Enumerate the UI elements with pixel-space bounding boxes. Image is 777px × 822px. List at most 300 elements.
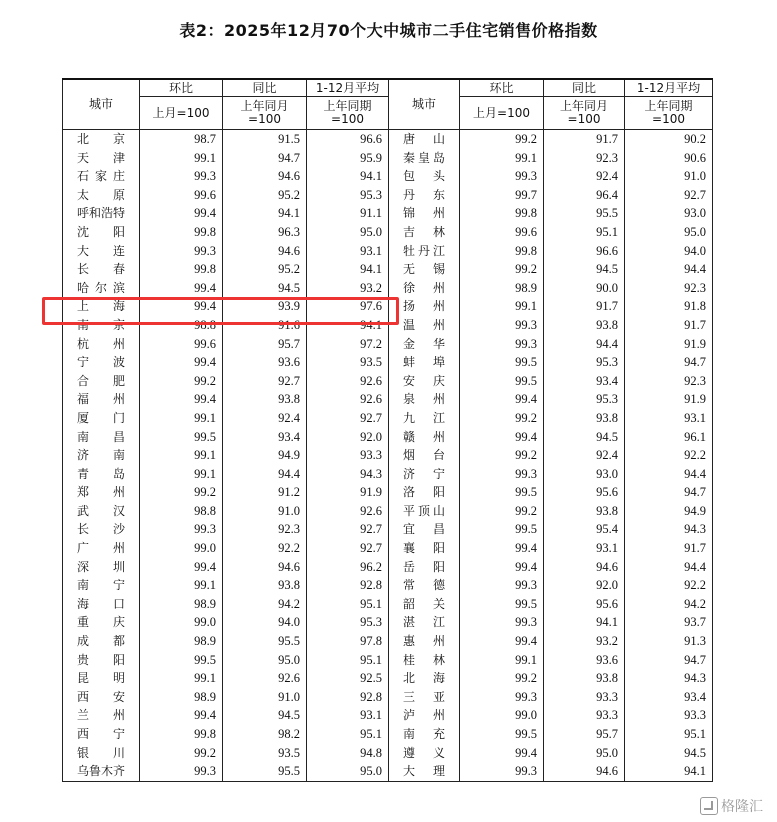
right-avg-cell: 91.7 bbox=[625, 316, 713, 335]
left-avg-cell: 92.5 bbox=[307, 669, 389, 688]
header-yoy-left: 同比 bbox=[223, 79, 307, 97]
table-row bbox=[63, 465, 713, 484]
left-yoy-cell: 95.7 bbox=[223, 335, 307, 354]
left-avg-cell: 92.6 bbox=[307, 372, 389, 391]
right-city-cell: 洛阳 bbox=[389, 483, 460, 502]
right-yoy-cell: 92.4 bbox=[544, 446, 625, 465]
left-city-cell: 西宁 bbox=[63, 725, 140, 744]
right-mom-cell: 99.3 bbox=[460, 167, 544, 186]
highlight-box bbox=[42, 297, 399, 325]
left-avg-cell: 95.0 bbox=[307, 762, 389, 781]
right-city-cell: 无锡 bbox=[389, 260, 460, 279]
right-yoy-cell: 93.4 bbox=[544, 372, 625, 391]
left-city-cell: 郑州 bbox=[63, 483, 140, 502]
right-yoy-cell: 95.3 bbox=[544, 390, 625, 409]
left-mom-cell: 99.4 bbox=[140, 390, 223, 409]
left-yoy-cell: 94.4 bbox=[223, 465, 307, 484]
right-yoy-cell: 92.3 bbox=[544, 149, 625, 168]
table-row bbox=[63, 502, 713, 521]
left-mom-cell: 99.4 bbox=[140, 204, 223, 223]
left-city-cell: 厦门 bbox=[63, 409, 140, 428]
table-row bbox=[63, 651, 713, 670]
header-city-right: 城市 bbox=[389, 79, 460, 130]
table-row bbox=[63, 335, 713, 354]
left-yoy-cell: 92.3 bbox=[223, 520, 307, 539]
left-mom-cell: 99.1 bbox=[140, 149, 223, 168]
left-city-cell: 南宁 bbox=[63, 576, 140, 595]
right-mom-cell: 99.3 bbox=[460, 576, 544, 595]
left-yoy-cell: 94.6 bbox=[223, 167, 307, 186]
table-body bbox=[63, 130, 713, 782]
left-yoy-cell: 95.0 bbox=[223, 651, 307, 670]
right-avg-cell: 94.4 bbox=[625, 558, 713, 577]
left-mom-cell: 99.1 bbox=[140, 669, 223, 688]
right-yoy-cell: 91.7 bbox=[544, 297, 625, 316]
left-city-cell: 沈阳 bbox=[63, 223, 140, 242]
left-mom-cell: 99.4 bbox=[140, 279, 223, 298]
left-yoy-cell: 92.6 bbox=[223, 669, 307, 688]
right-yoy-cell: 95.6 bbox=[544, 595, 625, 614]
right-yoy-cell: 94.4 bbox=[544, 335, 625, 354]
right-mom-cell: 99.1 bbox=[460, 149, 544, 168]
right-yoy-cell: 93.3 bbox=[544, 706, 625, 725]
left-yoy-cell: 93.9 bbox=[223, 297, 307, 316]
right-avg-cell: 94.3 bbox=[625, 520, 713, 539]
right-avg-cell: 94.9 bbox=[625, 502, 713, 521]
right-city-cell: 温州 bbox=[389, 316, 460, 335]
left-yoy-cell: 94.5 bbox=[223, 279, 307, 298]
right-mom-cell: 99.7 bbox=[460, 186, 544, 205]
table-title: 表2：2025年12月70个大中城市二手住宅销售价格指数 bbox=[179, 21, 598, 40]
right-yoy-cell: 95.6 bbox=[544, 483, 625, 502]
right-mom-cell: 99.5 bbox=[460, 483, 544, 502]
table-row bbox=[63, 409, 713, 428]
right-yoy-cell: 95.4 bbox=[544, 520, 625, 539]
left-yoy-cell: 94.6 bbox=[223, 558, 307, 577]
left-mom-cell: 99.8 bbox=[140, 725, 223, 744]
header-mom-right: 环比 bbox=[460, 79, 544, 97]
left-avg-cell: 93.3 bbox=[307, 446, 389, 465]
left-avg-cell: 93.1 bbox=[307, 706, 389, 725]
table-row bbox=[63, 260, 713, 279]
right-city-cell: 吉林 bbox=[389, 223, 460, 242]
right-avg-cell: 91.9 bbox=[625, 335, 713, 354]
right-yoy-cell: 96.6 bbox=[544, 242, 625, 261]
right-city-cell: 徐州 bbox=[389, 279, 460, 298]
left-mom-cell: 99.2 bbox=[140, 744, 223, 763]
right-yoy-cell: 93.8 bbox=[544, 669, 625, 688]
left-mom-cell: 99.4 bbox=[140, 558, 223, 577]
right-yoy-cell: 93.8 bbox=[544, 409, 625, 428]
left-mom-cell: 98.9 bbox=[140, 632, 223, 651]
left-city-cell: 济南 bbox=[63, 446, 140, 465]
right-mom-cell: 99.3 bbox=[460, 613, 544, 632]
left-mom-cell: 99.8 bbox=[140, 260, 223, 279]
right-city-cell: 扬州 bbox=[389, 297, 460, 316]
watermark-text: 格隆汇 bbox=[721, 799, 763, 815]
left-yoy-cell: 91.0 bbox=[223, 502, 307, 521]
right-avg-cell: 90.2 bbox=[625, 130, 713, 149]
left-mom-cell: 99.2 bbox=[140, 372, 223, 391]
right-avg-cell: 92.3 bbox=[625, 279, 713, 298]
left-mom-cell: 99.2 bbox=[140, 483, 223, 502]
right-avg-cell: 94.1 bbox=[625, 762, 713, 781]
left-avg-cell: 91.9 bbox=[307, 483, 389, 502]
left-avg-cell: 96.6 bbox=[307, 130, 389, 149]
left-yoy-cell: 93.6 bbox=[223, 353, 307, 372]
right-avg-cell: 94.7 bbox=[625, 353, 713, 372]
left-mom-cell: 99.4 bbox=[140, 353, 223, 372]
left-avg-cell: 95.1 bbox=[307, 651, 389, 670]
left-yoy-cell: 98.2 bbox=[223, 725, 307, 744]
left-city-cell: 北京 bbox=[63, 130, 140, 149]
right-mom-cell: 99.4 bbox=[460, 428, 544, 447]
left-avg-cell: 92.7 bbox=[307, 539, 389, 558]
right-yoy-cell: 93.8 bbox=[544, 316, 625, 335]
table-row bbox=[63, 520, 713, 539]
right-mom-cell: 99.5 bbox=[460, 725, 544, 744]
left-mom-cell: 99.5 bbox=[140, 428, 223, 447]
right-city-cell: 遵义 bbox=[389, 744, 460, 763]
right-mom-cell: 99.4 bbox=[460, 390, 544, 409]
left-avg-cell: 93.1 bbox=[307, 242, 389, 261]
left-avg-cell: 92.6 bbox=[307, 390, 389, 409]
right-avg-cell: 95.1 bbox=[625, 725, 713, 744]
left-city-cell: 广州 bbox=[63, 539, 140, 558]
left-yoy-cell: 95.5 bbox=[223, 762, 307, 781]
right-avg-cell: 91.7 bbox=[625, 539, 713, 558]
right-city-cell: 秦皇岛 bbox=[389, 149, 460, 168]
right-avg-cell: 93.7 bbox=[625, 613, 713, 632]
left-yoy-cell: 95.2 bbox=[223, 260, 307, 279]
left-avg-cell: 92.0 bbox=[307, 428, 389, 447]
left-avg-cell: 94.3 bbox=[307, 465, 389, 484]
left-yoy-cell: 94.0 bbox=[223, 613, 307, 632]
header-yoy-sub-left: 上年同月 =100 bbox=[223, 97, 307, 130]
left-mom-cell: 98.8 bbox=[140, 316, 223, 335]
right-avg-cell: 92.7 bbox=[625, 186, 713, 205]
right-yoy-cell: 93.2 bbox=[544, 632, 625, 651]
right-city-cell: 泉州 bbox=[389, 390, 460, 409]
table-row bbox=[63, 744, 713, 763]
left-yoy-cell: 94.7 bbox=[223, 149, 307, 168]
table-row bbox=[63, 167, 713, 186]
header-city-left: 城市 bbox=[63, 79, 140, 130]
right-yoy-cell: 95.1 bbox=[544, 223, 625, 242]
left-mom-cell: 99.1 bbox=[140, 446, 223, 465]
left-city-cell: 南昌 bbox=[63, 428, 140, 447]
left-yoy-cell: 93.5 bbox=[223, 744, 307, 763]
right-avg-cell: 94.5 bbox=[625, 744, 713, 763]
left-yoy-cell: 94.1 bbox=[223, 204, 307, 223]
left-yoy-cell: 91.0 bbox=[223, 688, 307, 707]
right-yoy-cell: 93.6 bbox=[544, 651, 625, 670]
left-avg-cell: 94.1 bbox=[307, 316, 389, 335]
right-mom-cell: 99.8 bbox=[460, 242, 544, 261]
left-yoy-cell: 96.3 bbox=[223, 223, 307, 242]
right-mom-cell: 99.2 bbox=[460, 130, 544, 149]
left-avg-cell: 91.1 bbox=[307, 204, 389, 223]
left-mom-cell: 98.7 bbox=[140, 130, 223, 149]
table-row bbox=[63, 539, 713, 558]
right-mom-cell: 99.3 bbox=[460, 688, 544, 707]
left-city-cell: 哈尔滨 bbox=[63, 279, 140, 298]
left-avg-cell: 97.2 bbox=[307, 335, 389, 354]
right-mom-cell: 99.3 bbox=[460, 465, 544, 484]
right-mom-cell: 99.3 bbox=[460, 762, 544, 781]
right-city-cell: 惠州 bbox=[389, 632, 460, 651]
right-mom-cell: 99.2 bbox=[460, 446, 544, 465]
right-city-cell: 湛江 bbox=[389, 613, 460, 632]
right-avg-cell: 90.6 bbox=[625, 149, 713, 168]
right-city-cell: 包头 bbox=[389, 167, 460, 186]
right-city-cell: 桂林 bbox=[389, 651, 460, 670]
right-city-cell: 金华 bbox=[389, 335, 460, 354]
left-city-cell: 杭州 bbox=[63, 335, 140, 354]
left-mom-cell: 99.3 bbox=[140, 242, 223, 261]
left-mom-cell: 99.4 bbox=[140, 297, 223, 316]
table-row bbox=[63, 204, 713, 223]
right-yoy-cell: 94.5 bbox=[544, 260, 625, 279]
right-city-cell: 三亚 bbox=[389, 688, 460, 707]
right-mom-cell: 99.6 bbox=[460, 223, 544, 242]
left-mom-cell: 99.0 bbox=[140, 613, 223, 632]
right-city-cell: 常德 bbox=[389, 576, 460, 595]
left-city-cell: 贵阳 bbox=[63, 651, 140, 670]
right-mom-cell: 99.5 bbox=[460, 372, 544, 391]
left-city-cell: 武汉 bbox=[63, 502, 140, 521]
table-row bbox=[63, 242, 713, 261]
left-mom-cell: 99.5 bbox=[140, 651, 223, 670]
right-mom-cell: 99.4 bbox=[460, 744, 544, 763]
left-avg-cell: 95.3 bbox=[307, 613, 389, 632]
table-row bbox=[63, 372, 713, 391]
table-row bbox=[63, 706, 713, 725]
gelonghui-logo-icon bbox=[700, 797, 718, 815]
left-city-cell: 昆明 bbox=[63, 669, 140, 688]
right-city-cell: 平顶山 bbox=[389, 502, 460, 521]
left-yoy-cell: 95.5 bbox=[223, 632, 307, 651]
left-avg-cell: 96.2 bbox=[307, 558, 389, 577]
right-mom-cell: 99.2 bbox=[460, 502, 544, 521]
left-mom-cell: 98.9 bbox=[140, 688, 223, 707]
left-yoy-cell: 91.6 bbox=[223, 316, 307, 335]
right-city-cell: 岳阳 bbox=[389, 558, 460, 577]
left-city-cell: 上海 bbox=[63, 297, 140, 316]
right-city-cell: 赣州 bbox=[389, 428, 460, 447]
right-avg-cell: 93.1 bbox=[625, 409, 713, 428]
header-mom-left: 环比 bbox=[140, 79, 223, 97]
right-yoy-cell: 90.0 bbox=[544, 279, 625, 298]
header-avg-sub-left: 上年同期 =100 bbox=[307, 97, 389, 130]
right-mom-cell: 99.8 bbox=[460, 204, 544, 223]
left-mom-cell: 99.6 bbox=[140, 335, 223, 354]
left-avg-cell: 95.0 bbox=[307, 223, 389, 242]
right-city-cell: 牡丹江 bbox=[389, 242, 460, 261]
header-avg-left: 1-12月平均 bbox=[307, 79, 389, 97]
right-mom-cell: 99.2 bbox=[460, 669, 544, 688]
table-row bbox=[63, 186, 713, 205]
left-avg-cell: 94.1 bbox=[307, 167, 389, 186]
table-row bbox=[63, 595, 713, 614]
right-yoy-cell: 91.7 bbox=[544, 130, 625, 149]
right-yoy-cell: 95.3 bbox=[544, 353, 625, 372]
right-avg-cell: 94.3 bbox=[625, 669, 713, 688]
left-city-cell: 银川 bbox=[63, 744, 140, 763]
right-city-cell: 济宁 bbox=[389, 465, 460, 484]
left-city-cell: 成都 bbox=[63, 632, 140, 651]
left-yoy-cell: 93.8 bbox=[223, 390, 307, 409]
right-mom-cell: 99.5 bbox=[460, 353, 544, 372]
left-yoy-cell: 94.9 bbox=[223, 446, 307, 465]
right-avg-cell: 91.0 bbox=[625, 167, 713, 186]
left-city-cell: 南京 bbox=[63, 316, 140, 335]
right-city-cell: 大理 bbox=[389, 762, 460, 781]
left-yoy-cell: 94.6 bbox=[223, 242, 307, 261]
left-avg-cell: 94.8 bbox=[307, 744, 389, 763]
right-city-cell: 韶关 bbox=[389, 595, 460, 614]
right-avg-cell: 94.4 bbox=[625, 260, 713, 279]
left-avg-cell: 92.8 bbox=[307, 688, 389, 707]
table-header bbox=[63, 79, 713, 130]
left-yoy-cell: 92.7 bbox=[223, 372, 307, 391]
right-avg-cell: 92.2 bbox=[625, 446, 713, 465]
table-row bbox=[63, 613, 713, 632]
left-yoy-cell: 92.4 bbox=[223, 409, 307, 428]
right-mom-cell: 99.5 bbox=[460, 520, 544, 539]
right-city-cell: 锦州 bbox=[389, 204, 460, 223]
left-mom-cell: 99.1 bbox=[140, 409, 223, 428]
right-avg-cell: 93.3 bbox=[625, 706, 713, 725]
right-mom-cell: 99.2 bbox=[460, 409, 544, 428]
left-mom-cell: 98.8 bbox=[140, 502, 223, 521]
right-yoy-cell: 95.7 bbox=[544, 725, 625, 744]
left-avg-cell: 92.7 bbox=[307, 520, 389, 539]
left-yoy-cell: 91.2 bbox=[223, 483, 307, 502]
right-mom-cell: 99.5 bbox=[460, 595, 544, 614]
left-city-cell: 乌鲁木齐 bbox=[63, 762, 140, 781]
right-yoy-cell: 95.5 bbox=[544, 204, 625, 223]
right-city-cell: 南充 bbox=[389, 725, 460, 744]
right-yoy-cell: 94.1 bbox=[544, 613, 625, 632]
left-yoy-cell: 91.5 bbox=[223, 130, 307, 149]
header-yoy-right: 同比 bbox=[544, 79, 625, 97]
left-mom-cell: 99.1 bbox=[140, 576, 223, 595]
right-mom-cell: 99.4 bbox=[460, 558, 544, 577]
right-avg-cell: 94.7 bbox=[625, 651, 713, 670]
left-mom-cell: 99.6 bbox=[140, 186, 223, 205]
left-city-cell: 呼和浩特 bbox=[63, 204, 140, 223]
left-avg-cell: 95.9 bbox=[307, 149, 389, 168]
right-mom-cell: 99.4 bbox=[460, 632, 544, 651]
right-mom-cell: 99.0 bbox=[460, 706, 544, 725]
left-yoy-cell: 94.5 bbox=[223, 706, 307, 725]
table-row bbox=[63, 279, 713, 298]
left-yoy-cell: 93.8 bbox=[223, 576, 307, 595]
table-row bbox=[63, 576, 713, 595]
table-row bbox=[63, 446, 713, 465]
right-city-cell: 蚌埠 bbox=[389, 353, 460, 372]
left-avg-cell: 92.8 bbox=[307, 576, 389, 595]
table-row bbox=[63, 762, 713, 781]
header-yoy-sub-right: 上年同月 =100 bbox=[544, 97, 625, 130]
table-row bbox=[63, 669, 713, 688]
left-city-cell: 兰州 bbox=[63, 706, 140, 725]
right-mom-cell: 99.1 bbox=[460, 651, 544, 670]
header-mom-sub-left: 上月=100 bbox=[140, 97, 223, 130]
right-yoy-cell: 93.1 bbox=[544, 539, 625, 558]
left-avg-cell: 95.1 bbox=[307, 595, 389, 614]
right-yoy-cell: 93.0 bbox=[544, 465, 625, 484]
left-city-cell: 石家庄 bbox=[63, 167, 140, 186]
table-row bbox=[63, 390, 713, 409]
right-yoy-cell: 94.5 bbox=[544, 428, 625, 447]
right-mom-cell: 99.3 bbox=[460, 335, 544, 354]
left-avg-cell: 93.5 bbox=[307, 353, 389, 372]
header-avg-sub-right: 上年同期 =100 bbox=[625, 97, 713, 130]
header-mom-sub-right: 上月=100 bbox=[460, 97, 544, 130]
right-city-cell: 丹东 bbox=[389, 186, 460, 205]
left-city-cell: 天津 bbox=[63, 149, 140, 168]
right-avg-cell: 94.2 bbox=[625, 595, 713, 614]
left-city-cell: 深圳 bbox=[63, 558, 140, 577]
price-index-table bbox=[62, 78, 713, 782]
right-city-cell: 九江 bbox=[389, 409, 460, 428]
right-mom-cell: 99.1 bbox=[460, 297, 544, 316]
right-avg-cell: 91.3 bbox=[625, 632, 713, 651]
right-yoy-cell: 95.0 bbox=[544, 744, 625, 763]
right-city-cell: 襄阳 bbox=[389, 539, 460, 558]
left-avg-cell: 92.7 bbox=[307, 409, 389, 428]
table-row bbox=[63, 353, 713, 372]
right-yoy-cell: 94.6 bbox=[544, 762, 625, 781]
right-city-cell: 安庆 bbox=[389, 372, 460, 391]
table-row bbox=[63, 688, 713, 707]
left-city-cell: 太原 bbox=[63, 186, 140, 205]
right-yoy-cell: 92.4 bbox=[544, 167, 625, 186]
right-avg-cell: 95.0 bbox=[625, 223, 713, 242]
right-avg-cell: 91.8 bbox=[625, 297, 713, 316]
right-avg-cell: 93.0 bbox=[625, 204, 713, 223]
right-avg-cell: 94.7 bbox=[625, 483, 713, 502]
left-mom-cell: 99.4 bbox=[140, 706, 223, 725]
table-row bbox=[63, 149, 713, 168]
table-row bbox=[63, 558, 713, 577]
table-row bbox=[63, 428, 713, 447]
left-yoy-cell: 93.4 bbox=[223, 428, 307, 447]
left-avg-cell: 97.6 bbox=[307, 297, 389, 316]
left-mom-cell: 99.8 bbox=[140, 223, 223, 242]
right-city-cell: 宜昌 bbox=[389, 520, 460, 539]
header-avg-right: 1-12月平均 bbox=[625, 79, 713, 97]
right-yoy-cell: 94.6 bbox=[544, 558, 625, 577]
right-yoy-cell: 96.4 bbox=[544, 186, 625, 205]
left-avg-cell: 95.3 bbox=[307, 186, 389, 205]
left-mom-cell: 99.3 bbox=[140, 520, 223, 539]
table-row bbox=[63, 223, 713, 242]
right-avg-cell: 93.4 bbox=[625, 688, 713, 707]
right-mom-cell: 99.2 bbox=[460, 260, 544, 279]
table-row bbox=[63, 483, 713, 502]
right-avg-cell: 91.9 bbox=[625, 390, 713, 409]
left-avg-cell: 93.2 bbox=[307, 279, 389, 298]
right-yoy-cell: 92.0 bbox=[544, 576, 625, 595]
left-city-cell: 海口 bbox=[63, 595, 140, 614]
left-mom-cell: 99.1 bbox=[140, 465, 223, 484]
right-yoy-cell: 93.8 bbox=[544, 502, 625, 521]
left-city-cell: 宁波 bbox=[63, 353, 140, 372]
table-row bbox=[63, 632, 713, 651]
